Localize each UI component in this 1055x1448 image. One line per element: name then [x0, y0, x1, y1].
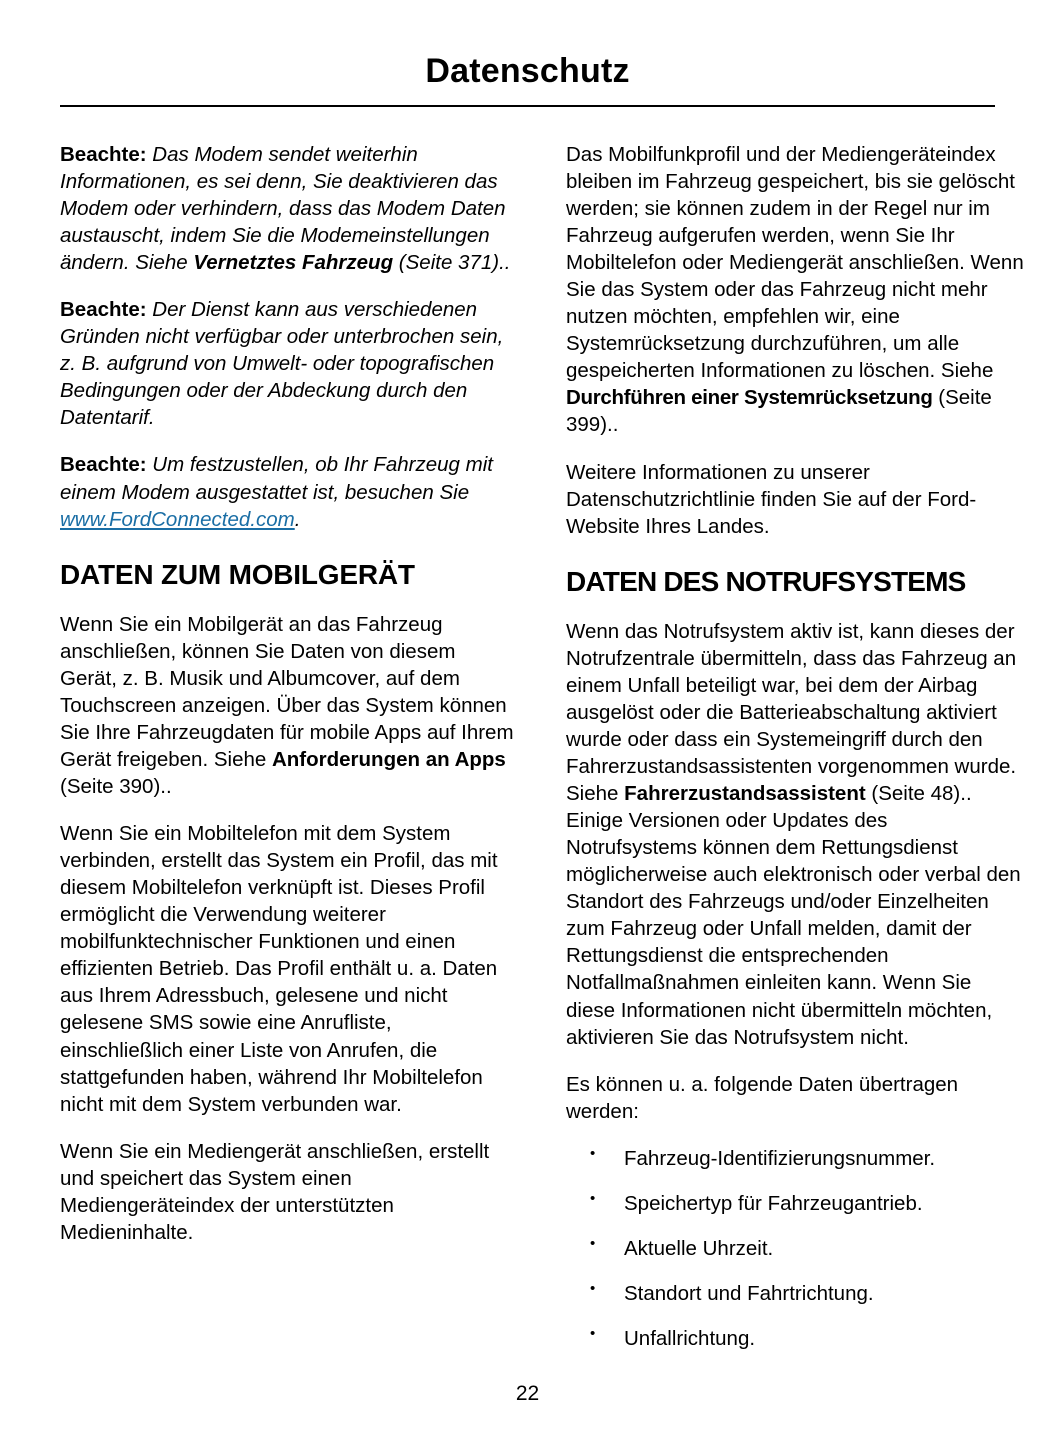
paragraph-text-after: (Seite 48).. Einige Versionen oder Updates des Notrufsystems können dem Rettungsdienst möglicherweise auch elektronisch oder verbal den Standort des Fahrzeugs und/oder Einzelheiten zum Fahrzeug oder Unfall melden, damit der Rettungsdienst die entsprechenden Notfallmaßnahmen einleiten kann. Wenn Sie diese Informationen nicht übermitteln möchten, aktivieren Sie das Notrufsystem nicht.: [566, 782, 1021, 1049]
two-column-layout: [60, 141, 1024, 1370]
paragraph-text: Das Mobilfunkprofil und der Mediengeräteindex bleiben im Fahrzeug gespeichert, bis sie gelöscht werden; sie können zudem in der Regel nur im Fahrzeug aufgerufen werden, wenn Sie Ihr Mobiltelefon oder Mediengerät anschließen. Wenn Sie das System oder das Fahrzeug nicht mehr nutzen möchten, empfehlen wir, eine Systemrücksetzung durchzuführen, um alle gespeicherten Informationen zu löschen. Siehe: [566, 143, 1024, 383]
note-text-after: .: [294, 507, 301, 531]
left-paragraph-1: [60, 611, 518, 800]
note-text: Der Dienst kann aus verschiedenen Gründen nicht verfügbar oder unterbrochen sein, z. B. aufgrund von Umwelt- oder topografischen Bedingungen oder der Abdeckung durch den Datentarif.: [60, 298, 504, 430]
paragraph-text-after: (Seite 399)..: [566, 386, 992, 437]
section-heading-mobilgeraet: DATEN ZUM MOBILGERÄT: [60, 558, 415, 590]
ford-connected-link[interactable]: www.FordConnected.com: [60, 507, 295, 531]
right-paragraph-1: [566, 141, 1024, 439]
note-label: Beachte:: [60, 298, 147, 322]
page-number: 22: [515, 1382, 540, 1405]
list-item: • Unfallrichtung.: [566, 1325, 1024, 1352]
cross-reference: Fahrerzustandsassistent: [624, 782, 866, 806]
right-paragraph-3: [566, 618, 1024, 1051]
list-item: • Fahrzeug-Identifizierungsnummer.: [566, 1145, 1024, 1172]
paragraph-text-after: (Seite 390)..: [60, 775, 172, 799]
page-title: Datenschutz: [425, 52, 630, 90]
note-paragraph-1: [60, 141, 518, 276]
right-paragraph-4: Es können u. a. folgende Daten übertragen werden:: [566, 1072, 959, 1123]
note-text: Um festzustellen, ob Ihr Fahrzeug mit einem Modem ausgestattet ist, besuchen Sie: [60, 453, 493, 504]
right-column: [566, 141, 1024, 1370]
list-item: • Aktuelle Uhrzeit.: [566, 1235, 1024, 1262]
section-heading-notrufsystem: DATEN DES NOTRUFSYSTEMS: [566, 565, 966, 597]
note-text: Das Modem sendet weiterhin Informationen, es sei denn, Sie deaktivieren das Modem oder verhindern, dass das Modem Daten austauscht, indem Sie die Modemeinstellungen ändern. Siehe: [60, 143, 506, 275]
note-paragraph-3: [60, 451, 518, 532]
list-item: • Speichertyp für Fahrzeugantrieb.: [566, 1190, 1024, 1217]
header-divider: [60, 105, 995, 107]
paragraph-text: Wenn das Notrufsystem aktiv ist, kann dieses der Notrufzentrale übermitteln, dass das Fahrzeug an einem Unfall beteiligt war, bei dem der Airbag ausgelöst oder die Batterieabschaltung aktiviert wurde oder dass ein Systemeingriff durch den Fahrerzustandsassistenten vorgenommen wurde. Siehe: [566, 619, 1017, 806]
transmitted-data-list: [566, 1145, 1024, 1352]
left-column: [60, 141, 518, 1266]
paragraph-text: Wenn Sie ein Mobilgerät an das Fahrzeug anschließen, können Sie Daten von diesem Gerät, z. B. Musik und Albumcover, auf dem Touchscreen anzeigen. Über das System können Sie Ihre Fahrzeugdaten für mobile Apps auf Ihrem Gerät freigeben. Siehe: [60, 612, 514, 772]
cross-reference: Anforderungen an Apps: [271, 748, 506, 772]
note-label: Beachte:: [60, 143, 147, 166]
note-paragraph-2: [60, 296, 518, 431]
list-item: • Standort und Fahrtrichtung.: [566, 1280, 1024, 1307]
left-paragraph-3: Wenn Sie ein Mediengerät anschließen, erstellt und speichert das System einen Mediengeräteindex der unterstützten Medieninhalte.: [60, 1139, 490, 1244]
right-paragraph-2: Weitere Informationen zu unserer Datenschutzrichtlinie finden Sie auf der Ford-Website Ihres Landes.: [566, 460, 977, 538]
note-label: Beachte:: [60, 453, 147, 477]
cross-reference: Vernetztes Fahrzeug: [193, 251, 394, 275]
left-paragraph-2: Wenn Sie ein Mobiltelefon mit dem System verbinden, erstellt das System ein Profil, das mit diesem Mobiltelefon verknüpft ist. Dieses Profil ermöglicht die Verwendung weiterer mobilfunktechnischer Funktionen und einen effizienten Betrieb. Das Profil enthält u. a. Daten aus Ihrem Adressbuch, gelesene und nicht gelesene SMS sowie eine Anrufliste, einschließlich einer Liste von Anrufen, die stattgefunden haben, während Ihr Mobiltelefon nicht mit dem System verbunden war.: [60, 822, 498, 1116]
note-text-after: (Seite 371)..: [393, 251, 511, 275]
cross-reference: Durchführen einer Systemrücksetzung: [566, 386, 933, 410]
